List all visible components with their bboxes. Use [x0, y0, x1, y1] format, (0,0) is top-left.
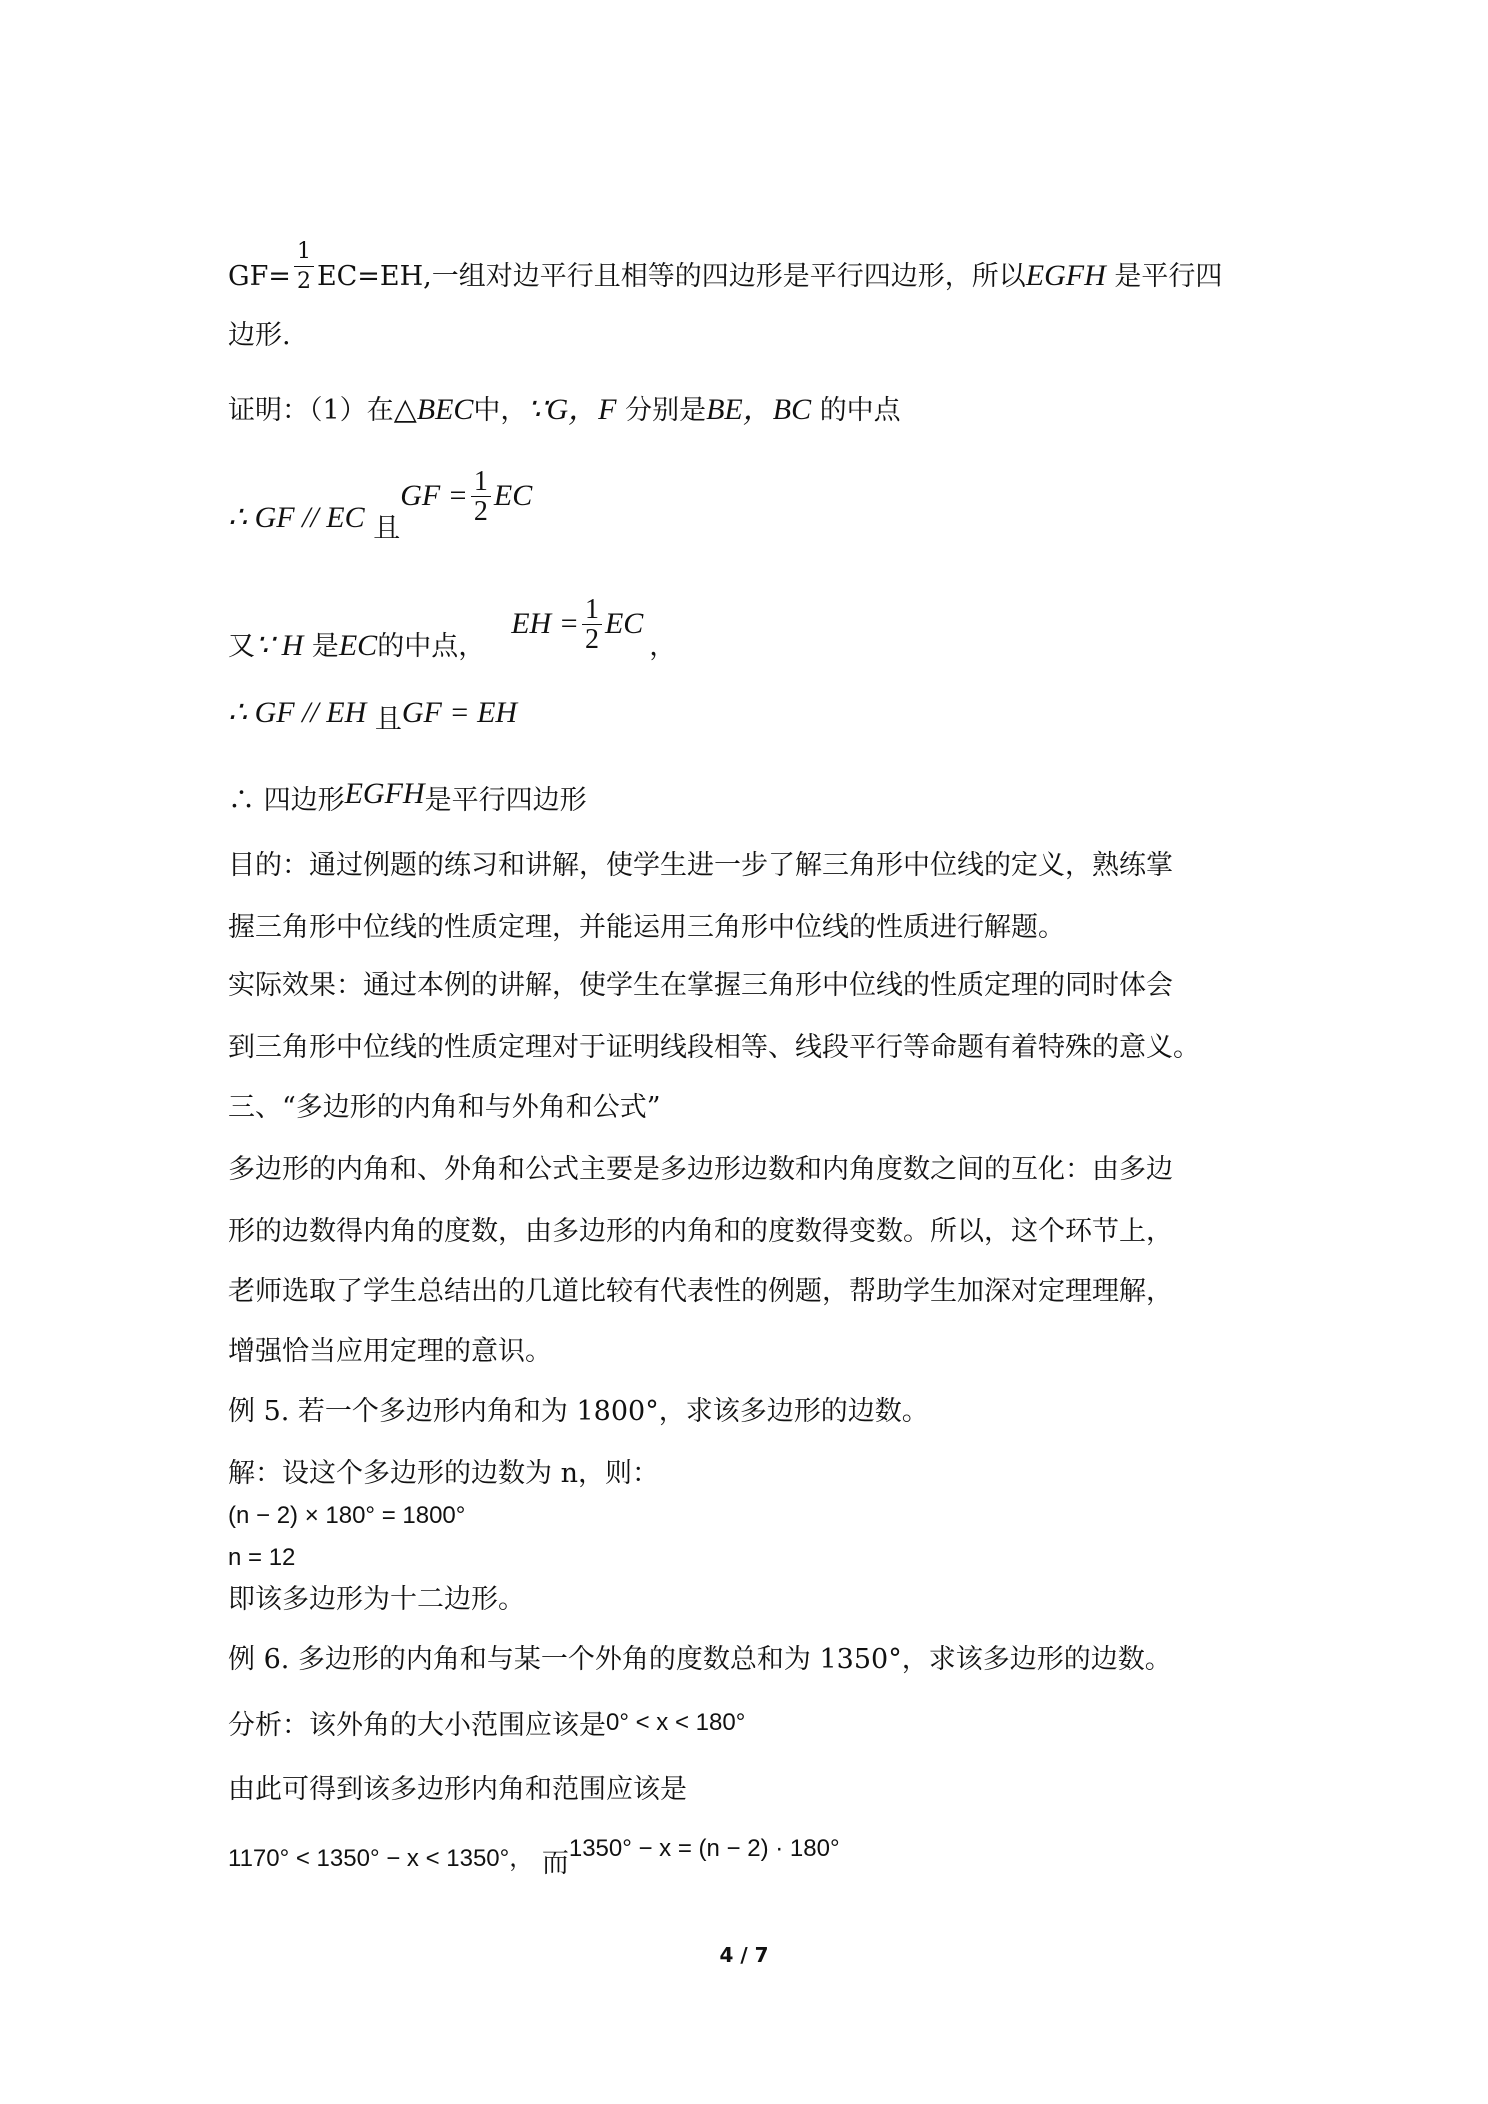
text: EC=EH,一组对边平行且相等的四边形是平行四边形，所以	[316, 261, 1026, 292]
text: 是平行四边形	[424, 785, 587, 816]
text: 边形.	[228, 320, 291, 351]
math-expression: ∵ H	[255, 629, 304, 662]
paragraph-line	[228, 968, 1173, 1004]
text: 是平行四	[1114, 261, 1223, 292]
text: 例 5. 若一个多边形内角和为 1800°，求该多边形的边数。	[228, 1396, 929, 1427]
denominator: 2	[584, 624, 599, 655]
analysis-line	[228, 1708, 745, 1745]
text: 而	[541, 1848, 569, 1879]
text: 又	[228, 631, 255, 662]
solution-line	[228, 1582, 525, 1618]
text: 形的边数得内角的度数，由多边形的内角和的度数得变数。所以，这个环节上，	[228, 1216, 1173, 1247]
paragraph-line	[228, 1214, 1173, 1250]
proof-line-1	[228, 239, 1223, 307]
section-heading	[228, 1090, 661, 1126]
numerator: 1	[471, 468, 491, 497]
proof-line-7	[228, 777, 587, 819]
math-expression: EC	[493, 479, 533, 512]
math-expression: 0° < x < 180°	[606, 1709, 746, 1736]
text: 且	[373, 513, 401, 544]
text: 分别是	[625, 395, 707, 426]
text: 证明：（1）在	[228, 395, 394, 426]
equation-line	[228, 1498, 465, 1534]
proof-line-3	[228, 392, 901, 429]
text: 的中点	[819, 395, 901, 426]
fraction-half	[294, 238, 314, 297]
text: 老师选取了学生总结出的几道比较有代表性的例题，帮助学生加深对定理理解，	[228, 1276, 1173, 1307]
text: ，	[649, 631, 677, 662]
math-expression: GF = EH	[401, 696, 518, 729]
text: 多边形的内角和、外角和公式主要是多边形边数和内角度数之间的互化：由多边	[228, 1154, 1173, 1185]
denominator: 2	[473, 496, 488, 527]
math-expression: n = 12	[228, 1544, 296, 1571]
text: 且	[374, 704, 402, 735]
math-expression: EC	[604, 607, 644, 640]
math-expression: EC	[338, 629, 378, 662]
math-expression: EGFH	[344, 777, 425, 810]
inequality-line	[228, 1835, 840, 1879]
page-number: 4 / 7	[719, 1943, 769, 1967]
math-expression: EGFH	[1025, 259, 1106, 292]
paragraph-line	[228, 1334, 552, 1370]
fraction-half	[582, 596, 602, 655]
paragraph-line	[228, 910, 1065, 946]
equation	[400, 468, 532, 527]
math-expression: ∴ GF // EC	[228, 501, 365, 534]
equation	[511, 596, 643, 655]
math-expression: ∵G，F	[527, 393, 617, 426]
text: 实际效果：通过本例的讲解，使学生在掌握三角形中位线的性质定理的同时体会	[228, 970, 1173, 1001]
analysis-line	[228, 1772, 687, 1808]
math-expression: △BEC	[393, 393, 474, 426]
text: 增强恰当应用定理的意识。	[228, 1336, 552, 1367]
equation-line	[228, 1540, 295, 1576]
example-6	[228, 1642, 1172, 1678]
numerator: 1	[582, 596, 602, 625]
text: 例 6. 多边形的内角和与某一个外角的度数总和为 1350°，求该多边形的边数。	[228, 1644, 1172, 1675]
math-expression: EH =	[511, 607, 579, 640]
math-expression: GF =	[400, 479, 468, 512]
math-expression: BE，BC	[706, 393, 812, 426]
text: 目的：通过例题的练习和讲解，使学生进一步了解三角形中位线的定义，熟练掌	[228, 850, 1173, 881]
proof-line-6	[228, 695, 518, 735]
text: 即该多边形为十二边形。	[228, 1584, 525, 1615]
example-5	[228, 1394, 929, 1430]
text: 分析：该外角的大小范围应该是	[228, 1710, 606, 1741]
math-expression: 1170° < 1350° − x < 1350°，	[228, 1845, 534, 1872]
proof-line-5	[228, 594, 677, 677]
proof-line-2	[228, 318, 291, 354]
text: GF=	[228, 261, 291, 292]
text: ∴ 四边形	[228, 785, 345, 816]
paragraph-line	[228, 1030, 1200, 1066]
text: 的中点，	[377, 631, 486, 662]
paragraph-line	[228, 1274, 1173, 1310]
text: 解：设这个多边形的边数为 n，则：	[228, 1458, 659, 1489]
text: 是	[311, 631, 339, 662]
math-expression: ∴ GF // EH	[228, 696, 367, 729]
denominator: 2	[296, 269, 311, 294]
math-expression: 1350° − x = (n − 2) · 180°	[568, 1835, 840, 1862]
paragraph-line	[228, 848, 1173, 884]
text: 握三角形中位线的性质定理，并能运用三角形中位线的性质进行解题。	[228, 912, 1065, 943]
text: 由此可得到该多边形内角和范围应该是	[228, 1774, 687, 1805]
math-expression: (n − 2) × 180° = 1800°	[228, 1502, 466, 1529]
fraction-half	[471, 468, 491, 527]
solution-line	[228, 1456, 659, 1492]
numerator: 1	[294, 238, 314, 267]
text: 中，	[473, 395, 528, 426]
text: 三、“多边形的内角和与外角和公式”	[228, 1092, 661, 1123]
proof-line-4	[228, 466, 533, 549]
paragraph-line	[228, 1152, 1173, 1188]
text: 到三角形中位线的性质定理对于证明线段相等、线段平行等命题有着特殊的意义。	[228, 1032, 1200, 1063]
